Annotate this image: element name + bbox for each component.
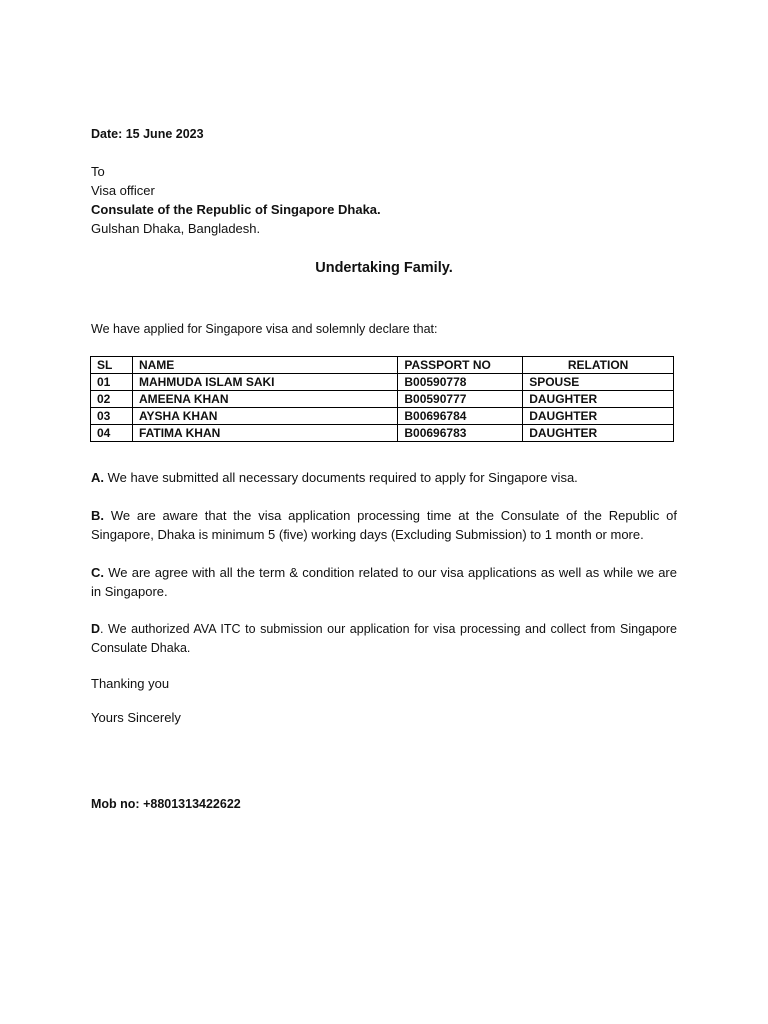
- recipient-organization: Consulate of the Republic of Singapore Dhaka.: [91, 202, 381, 217]
- closing-line: Thanking you: [91, 676, 170, 691]
- cell-relation: SPOUSE: [523, 374, 674, 391]
- to-line: To: [91, 164, 105, 179]
- cell-sl: 03: [91, 408, 133, 425]
- cell-passport: B00590777: [398, 391, 523, 408]
- point-marker: C.: [91, 565, 104, 580]
- cell-sl: 02: [91, 391, 133, 408]
- point-marker: B.: [91, 508, 104, 523]
- cell-sl: 04: [91, 425, 133, 442]
- cell-sl: 01: [91, 374, 133, 391]
- declaration-point-b: [91, 506, 677, 544]
- family-members-table: [90, 356, 674, 442]
- header-relation: RELATION: [523, 357, 674, 374]
- cell-passport: B00590778: [398, 374, 523, 391]
- table-row: [91, 408, 674, 425]
- header-sl: SL: [91, 357, 133, 374]
- mobile-number: Mob no: +8801313422622: [91, 797, 241, 811]
- cell-relation: DAUGHTER: [523, 425, 674, 442]
- table-row: [91, 374, 674, 391]
- point-text: We are aware that the visa application processing time at the Consulate of the Republic of Singapore, Dhaka is minimum 5 (five) working days (Excluding Submission) to 1 month or more.: [91, 508, 677, 542]
- header-name: NAME: [132, 357, 397, 374]
- cell-passport: B00696783: [398, 425, 523, 442]
- letter-date: Date: 15 June 2023: [91, 127, 204, 141]
- cell-passport: B00696784: [398, 408, 523, 425]
- signoff-line: Yours Sincerely: [91, 710, 181, 725]
- cell-name: MAHMUDA ISLAM SAKI: [132, 374, 397, 391]
- point-marker: D: [91, 622, 101, 636]
- cell-name: FATIMA KHAN: [132, 425, 397, 442]
- cell-relation: DAUGHTER: [523, 408, 674, 425]
- point-text: . We authorized AVA ITC to submission our application for visa processing and collect from Singapore Consulate Dhaka.: [91, 622, 677, 655]
- intro-statement: We have applied for Singapore visa and solemnly declare that:: [91, 322, 438, 336]
- recipient-address: Gulshan Dhaka, Bangladesh.: [91, 221, 261, 236]
- table-row: [91, 425, 674, 442]
- table-header-row: [91, 357, 674, 374]
- point-text: We are agree with all the term & condition related to our visa applications as well as while we are in Singapore.: [91, 565, 677, 599]
- letter-title: Undertaking Family.: [315, 260, 453, 276]
- declaration-point-c: [91, 563, 677, 601]
- header-passport: PASSPORT NO: [398, 357, 523, 374]
- table-row: [91, 391, 674, 408]
- cell-relation: DAUGHTER: [523, 391, 674, 408]
- cell-name: AYSHA KHAN: [132, 408, 397, 425]
- recipient-title: Visa officer: [91, 183, 155, 198]
- point-marker: A.: [91, 470, 104, 485]
- declaration-point-d: [91, 620, 677, 658]
- point-text: We have submitted all necessary documents required to apply for Singapore visa.: [104, 470, 578, 485]
- declaration-point-a: [91, 468, 677, 487]
- cell-name: AMEENA KHAN: [132, 391, 397, 408]
